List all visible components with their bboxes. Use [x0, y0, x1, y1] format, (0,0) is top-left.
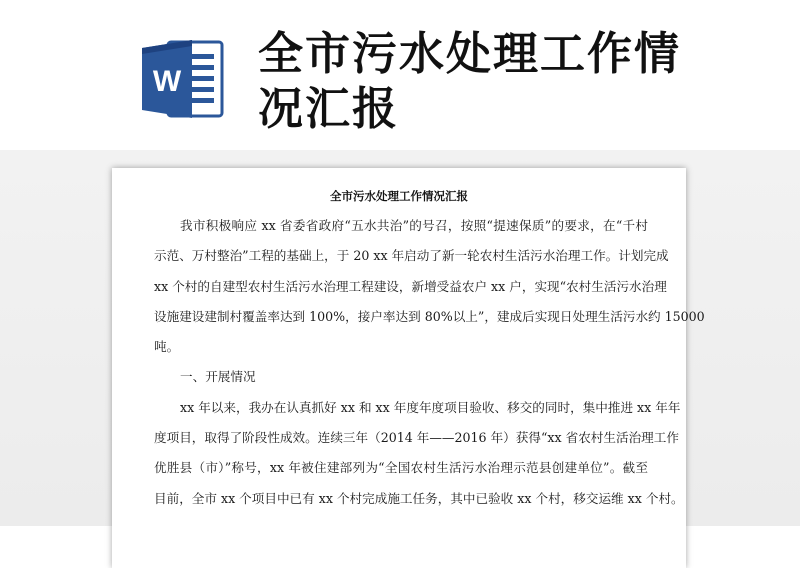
word-icon-letter: W: [152, 65, 182, 98]
paragraph-line: xx 年以来，我办在认真抓好 xx 和 xx 年度年度项目验收、移交的同时，集中推进 xx 年年: [180, 399, 681, 415]
paragraph-line: 目前，全市 xx 个项目中已有 xx 个村完成施工任务，其中已验收 xx 个村，移交运维 xx 个村。: [154, 490, 684, 506]
paragraph-line: xx 个村的自建型农村生活污水治理工程建设，新增受益农户 xx 户，实现“农村生活污水治理: [154, 278, 667, 294]
paragraph-line: 示范、万村整治”工程的基础上，于 20 xx 年启动了新一轮农村生活污水治理工作。计划完成: [154, 248, 669, 264]
section-heading: 一、开展情况: [180, 369, 256, 385]
paragraph-line: 设施建设建制村覆盖率达到 100%，接户率达到 80%以上”，建成后实现日处理生活污水约 15000: [154, 308, 705, 324]
paragraph-line: 优胜县（市）”称号，xx 年被住建部列为“全国农村生活污水治理示范县创建单位”。截至: [154, 460, 648, 476]
word-document-icon: [140, 36, 226, 122]
document-body: [154, 211, 705, 514]
paragraph-line: 我市积极响应 xx 省委省政府“五水共治”的号召，按照“提速保质”的要求，在“千村: [180, 218, 648, 233]
page-title-line-1: 全市污水处理工作情: [258, 27, 682, 80]
document-title: 全市污水处理工作情况汇报: [330, 189, 468, 203]
page-title: [258, 26, 688, 136]
paragraph-line: 度项目，取得了阶段性成效。连续三年（2014 年——2016 年）获得“xx 省农村生活治理工作: [154, 430, 679, 446]
cover-header: [0, 0, 800, 150]
page-title-line-2: 况汇报: [258, 82, 400, 135]
paragraph-line: 吨。: [154, 339, 180, 355]
document-page: [112, 168, 705, 568]
